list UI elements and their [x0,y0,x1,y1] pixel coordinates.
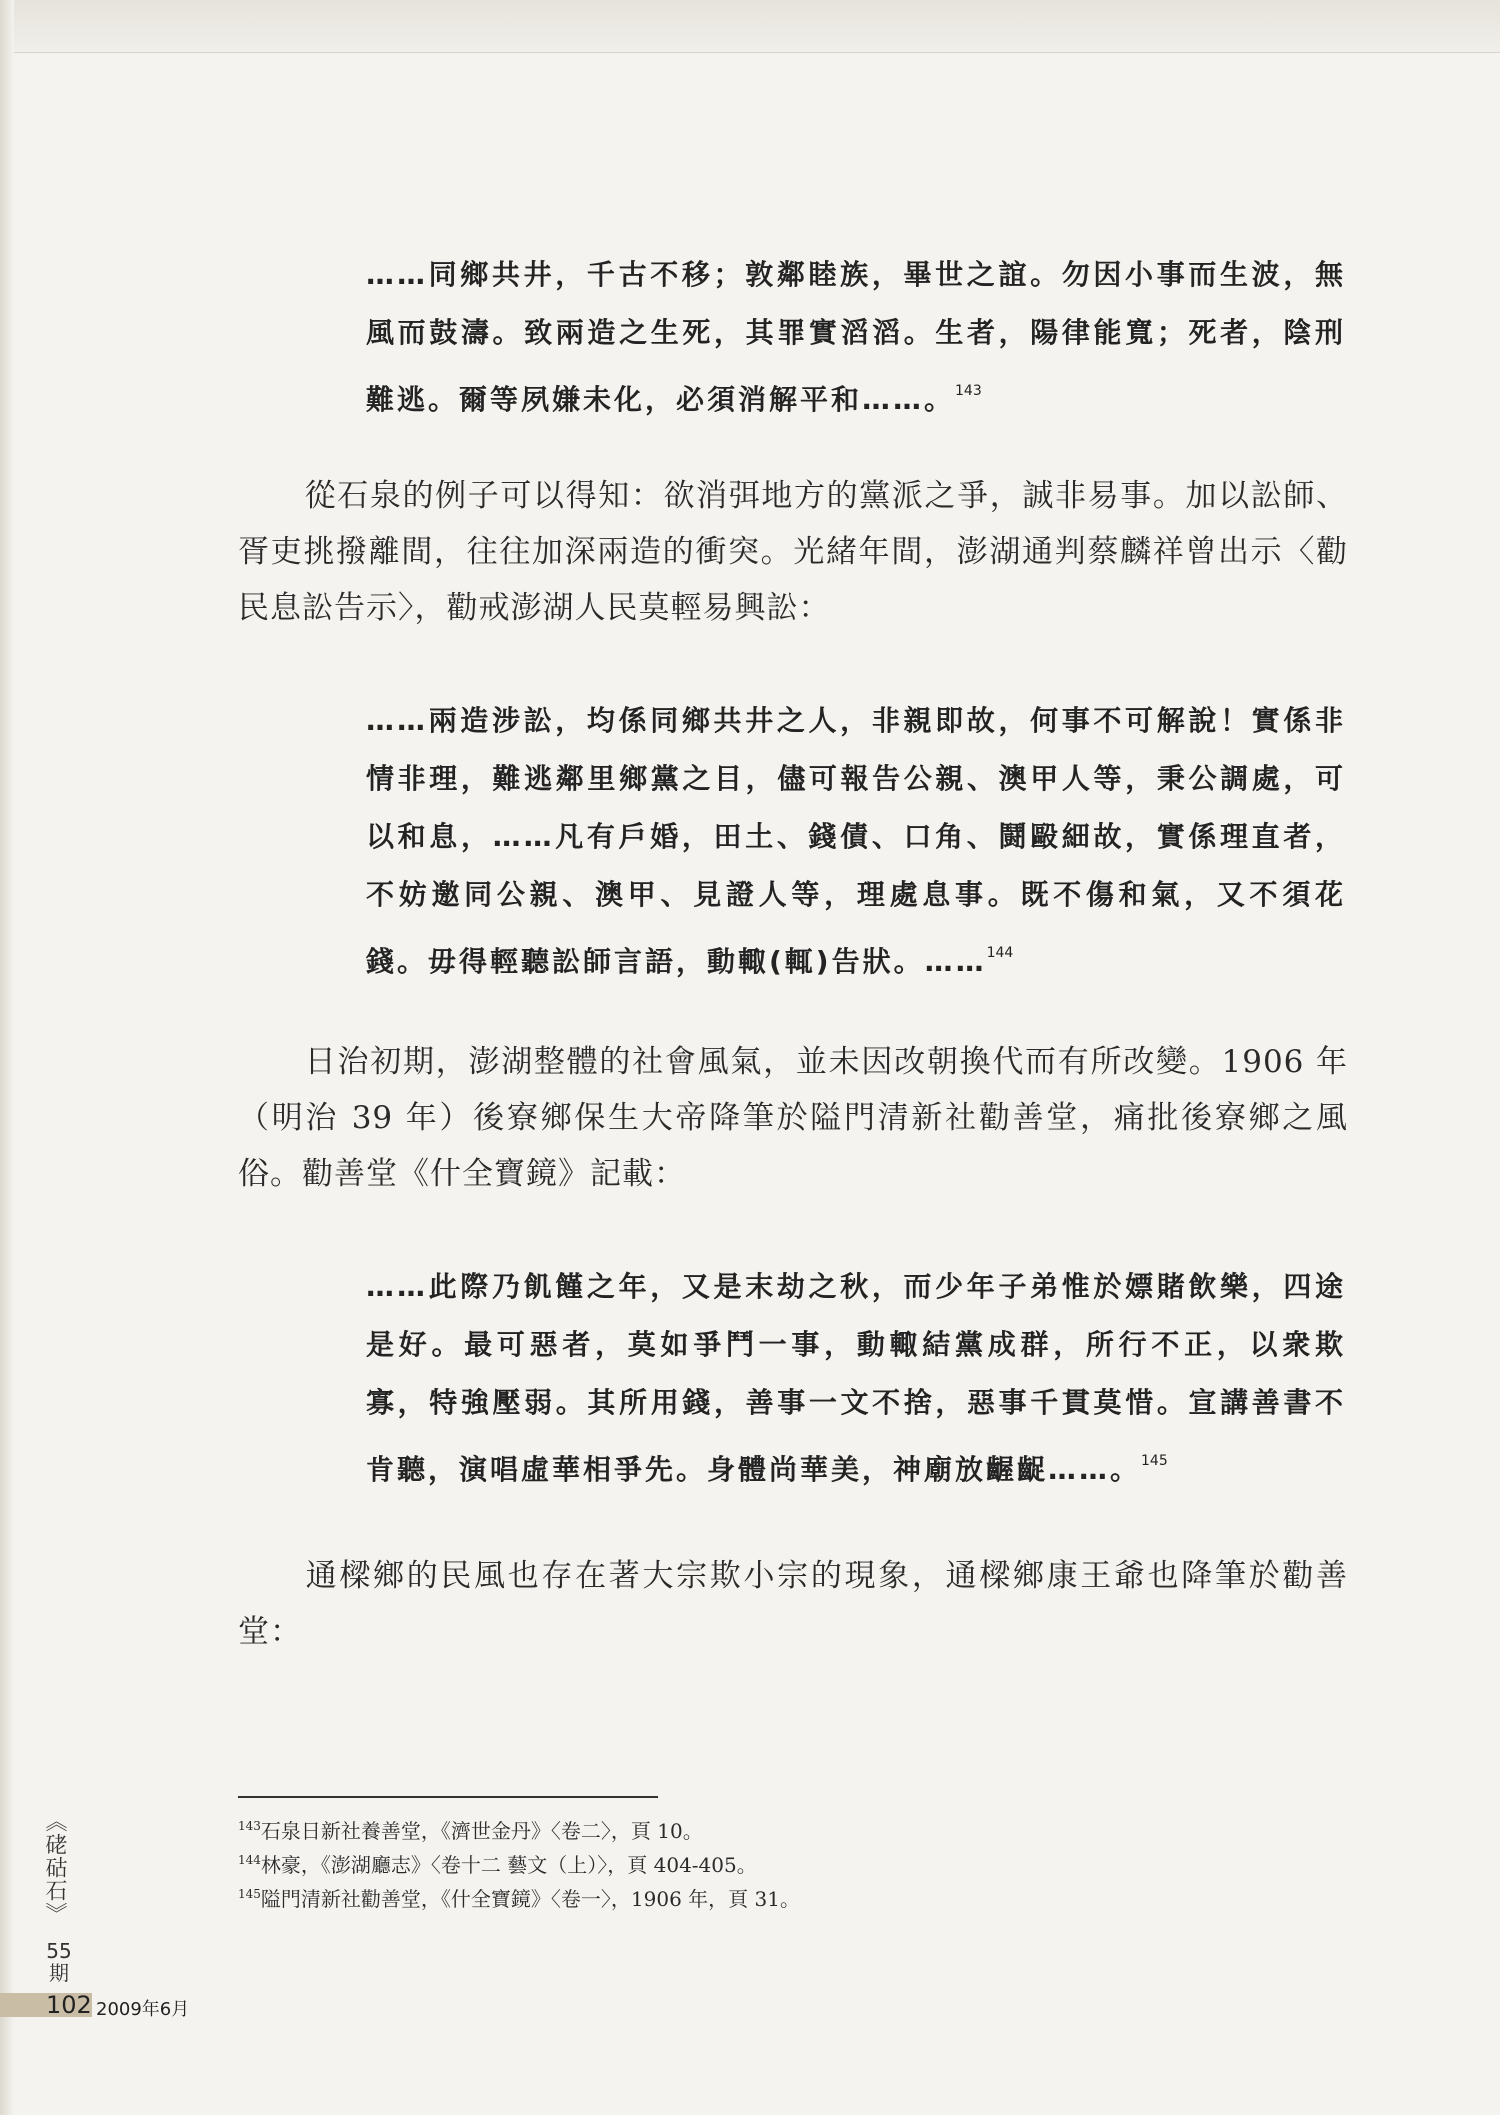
footnote-ref[interactable]: 143 [955,383,982,399]
footnote-text: 林豪，《澎湖廳志》〈卷十二 藝文（上）〉，頁 404-405。 [260,1853,757,1877]
footnote-number: 143 [238,1819,261,1833]
quote-text: ……同鄉共井，千古不移；敦鄰睦族，畢世之誼。勿因小事而生波，無風而鼓濤。致兩造之生死，其罪實滔滔。生者，陽律能寬；死者，陰刑難逃。爾等夙嫌未化，必須消解平和……。 [366,258,1346,416]
footnote-number: 145 [238,1887,261,1901]
body-paragraph-1 [238,468,1348,636]
quote-text: ……兩造涉訟，均係同鄉共井之人，非親即故，何事不可解說！實係非情非理，難逃鄰里鄉黨之目，儘可報告公親、澳甲人等，秉公調處，可以和息，……凡有戶婚，田土、錢債、口角、鬪毆細故，實係理直者，不妨邀同公親、澳甲、見證人等，理處息事。既不傷和氣，又不須花錢。毋得輕聽訟師言語，動輙(輒)告狀。…… [366,704,1346,978]
issue-number: 55 [46,1939,72,1963]
footnote-item [238,1812,1238,1846]
footnote-item [238,1846,1238,1880]
body-paragraph-3 [238,1548,1348,1660]
footnote-item [238,1880,1238,1914]
block-quote-1 [366,246,1346,429]
paragraph-text: 從石泉的例子可以得知：欲消弭地方的黨派之爭，誠非易事。加以訟師、胥吏挑撥離間，往往加深兩造的衝突。光緒年間，澎湖通判蔡麟祥曾出示〈勸民息訟告示〉，勸戒澎湖人民莫輕易興訟： [238,478,1348,626]
journal-title: 《硓𥑮石》 [42,1810,67,1925]
paragraph-text: 通樑鄉的民風也存在著大宗欺小宗的現象，通樑鄉康王爺也降筆於勸善堂： [238,1558,1348,1650]
issue-label [44,1940,74,1984]
footnote-ref[interactable]: 144 [986,945,1014,961]
block-quote-3 [366,1258,1346,1499]
page-number: 102 [46,1991,92,2019]
body-paragraph-2 [238,1034,1348,1202]
footnote-ref[interactable]: 145 [1141,1453,1168,1469]
block-quote-2 [366,692,1346,991]
footnote-text: 隘門清新社勸善堂，《什全寶鏡》〈卷一〉，1906 年，頁 31。 [260,1887,800,1911]
page-date: 2009年6月 [96,1999,190,2020]
issue-suffix: 期 [49,1961,69,1985]
footnotes [238,1812,1238,1914]
quote-text: ……此際乃飢饉之年，又是末劫之秋，而少年子弟惟於嫖賭飲樂，四途是好。最可惡者，莫如爭鬥一事，動輙結黨成群，所行不正，以衆欺寡，特強壓弱。其所用錢，善事一文不捨，惡事千貫莫惜。宣講善書不肯聽，演唱虛華相爭先。身體尚華美，神廟放齷齪……。 [366,1270,1346,1486]
footnote-text: 石泉日新社養善堂，《濟世金丹》〈卷二〉，頁 10。 [260,1819,703,1843]
paragraph-text: 日治初期，澎湖整體的社會風氣，並未因改朝換代而有所改變。1906 年（明治 39 年）後寮鄉保生大帝降筆於隘門清新社勸善堂，痛批後寮鄉之風俗。勸善堂《什全寶鏡》記載： [238,1044,1348,1192]
footnote-number: 144 [238,1853,261,1867]
footnote-divider [238,1796,658,1798]
